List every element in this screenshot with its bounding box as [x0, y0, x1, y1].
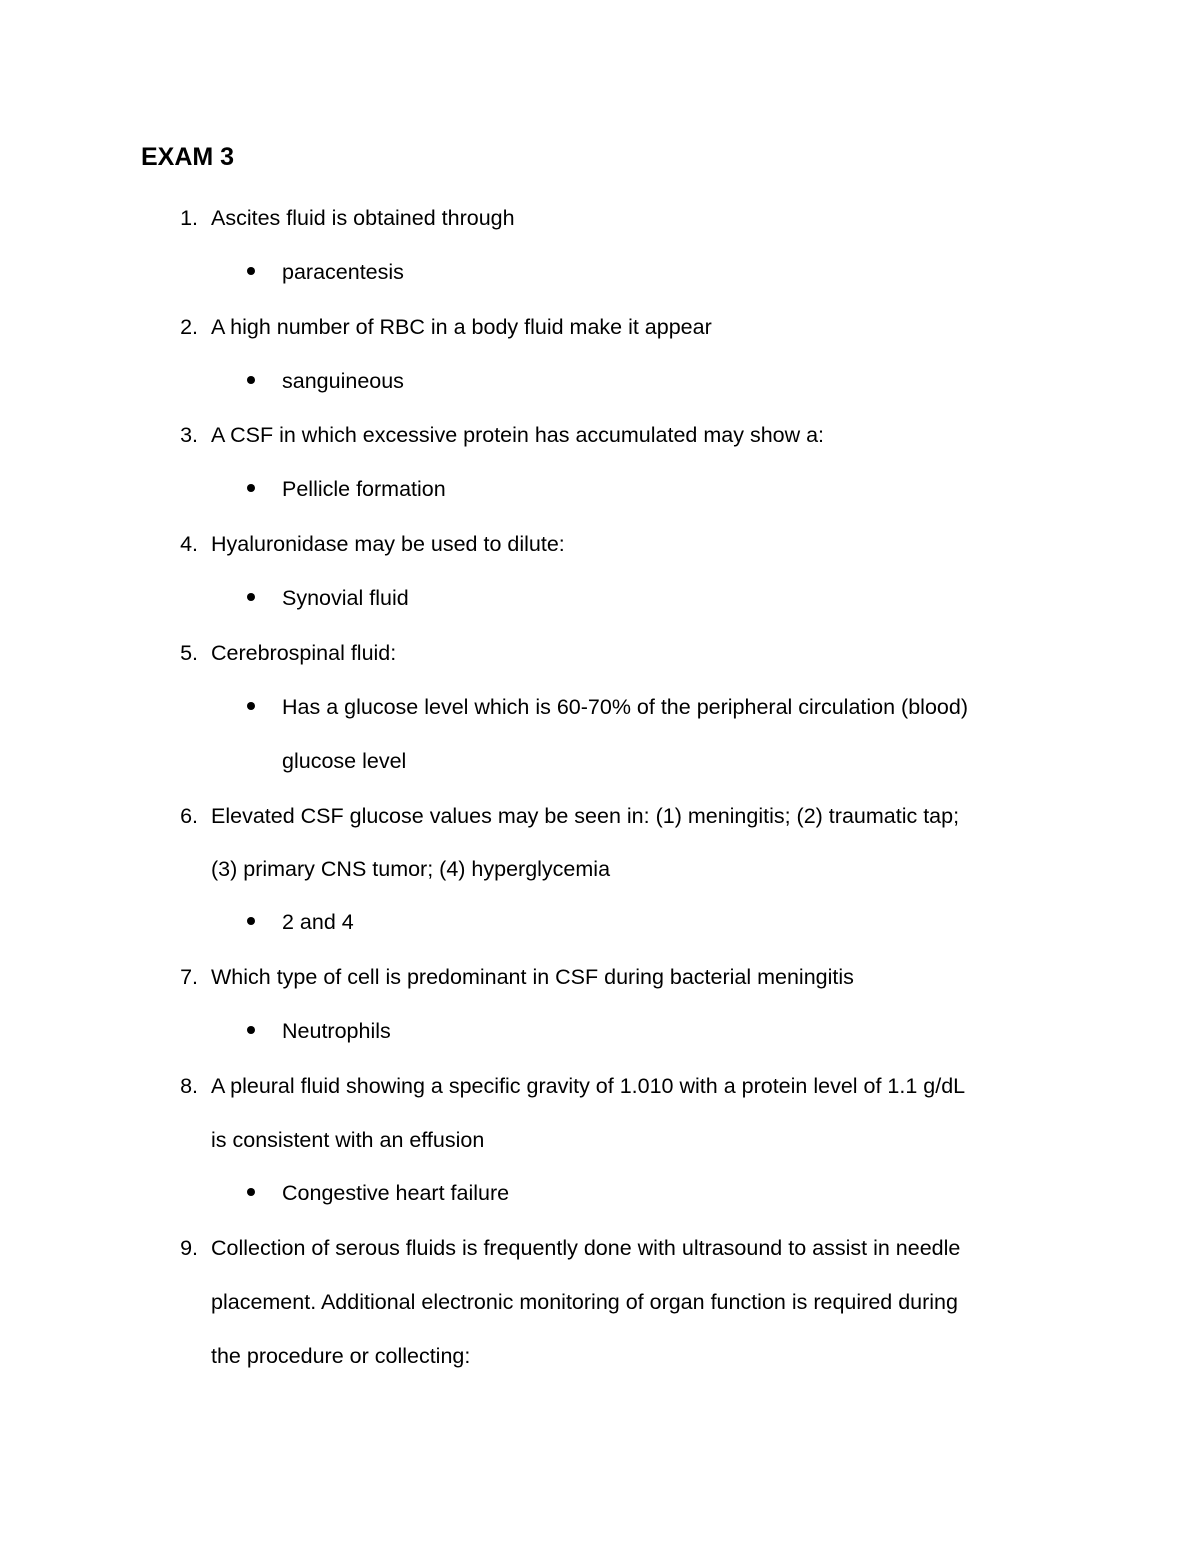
bullet-icon [247, 376, 255, 384]
bullet-icon [247, 593, 255, 601]
question-6-text-line-2: (3) primary CNS tumor; (4) hyperglycemia [211, 857, 611, 881]
question-9-text-line-2: placement. Additional electronic monitoring of organ function is required during [211, 1290, 958, 1314]
question-9-text-line-1: Collection of serous fluids is frequently done with ultrasound to assist in needle [211, 1236, 961, 1260]
answer-5-text-line-2: glucose level [282, 749, 407, 773]
question-5-number: 5. [180, 641, 198, 665]
question-9-text-line-3: the procedure or collecting: [211, 1344, 471, 1368]
question-7-text: Which type of cell is predominant in CSF during bacterial meningitis [211, 965, 854, 989]
question-8-text-line-2: is consistent with an effusion [211, 1128, 485, 1152]
question-7-number: 7. [180, 965, 198, 989]
question-4-number: 4. [180, 532, 198, 556]
answer-6-text: 2 and 4 [282, 910, 354, 934]
question-9-number: 9. [180, 1236, 198, 1260]
question-1-text: Ascites fluid is obtained through [211, 206, 515, 230]
answer-3-text: Pellicle formation [282, 477, 446, 501]
bullet-icon [247, 917, 255, 925]
question-5-text: Cerebrospinal fluid: [211, 641, 397, 665]
question-6-number: 6. [180, 804, 198, 828]
answer-2-text: sanguineous [282, 369, 404, 393]
question-8-number: 8. [180, 1074, 198, 1098]
page-title: EXAM 3 [141, 143, 235, 171]
question-6-text-line-1: Elevated CSF glucose values may be seen in: (1) meningitis; (2) traumatic tap; [211, 804, 960, 828]
question-4-text: Hyaluronidase may be used to dilute: [211, 532, 565, 556]
question-3-number: 3. [180, 423, 198, 447]
answer-1-text: paracentesis [282, 260, 404, 284]
question-2-number: 2. [180, 315, 198, 339]
bullet-icon [247, 702, 255, 710]
bullet-icon [247, 1026, 255, 1034]
question-8-text-line-1: A pleural fluid showing a specific gravity of 1.010 with a protein level of 1.1 g/dL [211, 1074, 966, 1098]
question-2-text: A high number of RBC in a body fluid make it appear [211, 315, 712, 339]
answer-8-text: Congestive heart failure [282, 1181, 510, 1205]
answer-5-text-line-1: Has a glucose level which is 60-70% of the peripheral circulation (blood) [282, 695, 968, 719]
bullet-icon [247, 1188, 255, 1196]
answer-7-text: Neutrophils [282, 1019, 391, 1043]
bullet-icon [247, 484, 255, 492]
question-3-text: A CSF in which excessive protein has accumulated may show a: [211, 423, 825, 447]
question-1-number: 1. [180, 206, 198, 230]
answer-4-text: Synovial fluid [282, 586, 409, 610]
bullet-icon [247, 267, 255, 275]
